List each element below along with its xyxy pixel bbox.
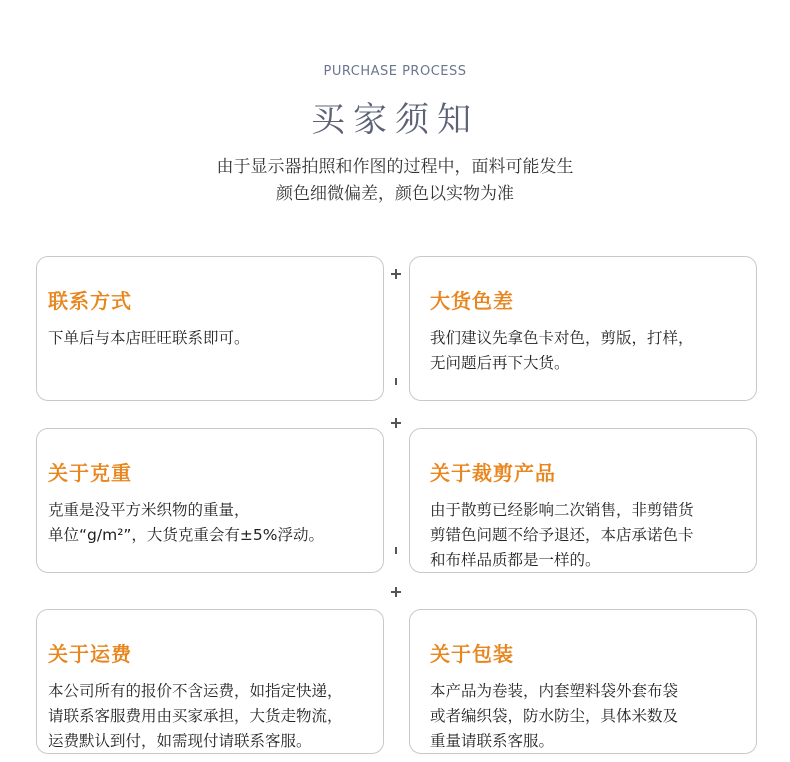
card-title: 关于包装 (430, 642, 514, 666)
card-body (430, 679, 678, 754)
intro-line: 由于显示器拍照和作图的过程中，面料可能发生 (216, 157, 574, 177)
card-body (430, 326, 694, 376)
card-line: 我们建议先拿色卡对色，剪版，打样， (430, 329, 694, 347)
card-body (48, 679, 343, 754)
card-title: 关于裁剪产品 (430, 461, 556, 485)
plus-icon (390, 586, 402, 598)
card-body (48, 326, 250, 351)
card-line: 无问题后再下大货。 (430, 354, 570, 372)
card-line: 本公司所有的报价不含运费，如指定快递， (48, 682, 343, 700)
card-title: 联系方式 (48, 289, 132, 313)
card-body (430, 498, 694, 573)
card-line: 克重是没平方米织物的重量， (48, 501, 250, 519)
card-body (48, 498, 324, 548)
card-title: 关于运费 (48, 642, 132, 666)
card-shipping (36, 609, 384, 754)
card-title: 大货色差 (430, 289, 514, 313)
page-title: 买家须知 (311, 100, 479, 140)
card-line: 剪错色问题不给予退还，本店承诺色卡 (430, 526, 694, 544)
plus-icon (390, 417, 402, 429)
card-line: 请联系客服费用由买家承担，大货走物流， (48, 707, 343, 725)
card-line: 重量请联系客服。 (430, 732, 555, 750)
intro-text (0, 154, 790, 208)
card-line: 运费默认到付，如需现付请联系客服。 (48, 732, 312, 750)
card-weight (36, 428, 384, 573)
card-contact (36, 256, 384, 401)
card-line: 本产品为卷装，内套塑料袋外套布袋 (430, 682, 679, 700)
card-color-difference (409, 256, 757, 401)
card-line: 下单后与本店旺旺联系即可。 (48, 329, 250, 347)
plus-icon (390, 268, 402, 280)
card-title: 关于克重 (48, 461, 132, 485)
card-line: 由于散剪已经影响二次销售，非剪错货 (430, 501, 694, 519)
divider-tick (395, 378, 397, 385)
card-cutting (409, 428, 757, 573)
card-packaging (409, 609, 757, 754)
card-line: 或者编织袋，防水防尘，具体米数及 (430, 707, 679, 725)
intro-line: 颜色细微偏差，颜色以实物为准 (276, 184, 514, 204)
card-line: 和布样品质都是一样的。 (430, 551, 601, 569)
subtitle-en: PURCHASE PROCESS (323, 64, 467, 79)
divider-tick (395, 547, 397, 554)
card-line: 单位“g/m²”，大货克重会有±5%浮动。 (48, 526, 325, 544)
